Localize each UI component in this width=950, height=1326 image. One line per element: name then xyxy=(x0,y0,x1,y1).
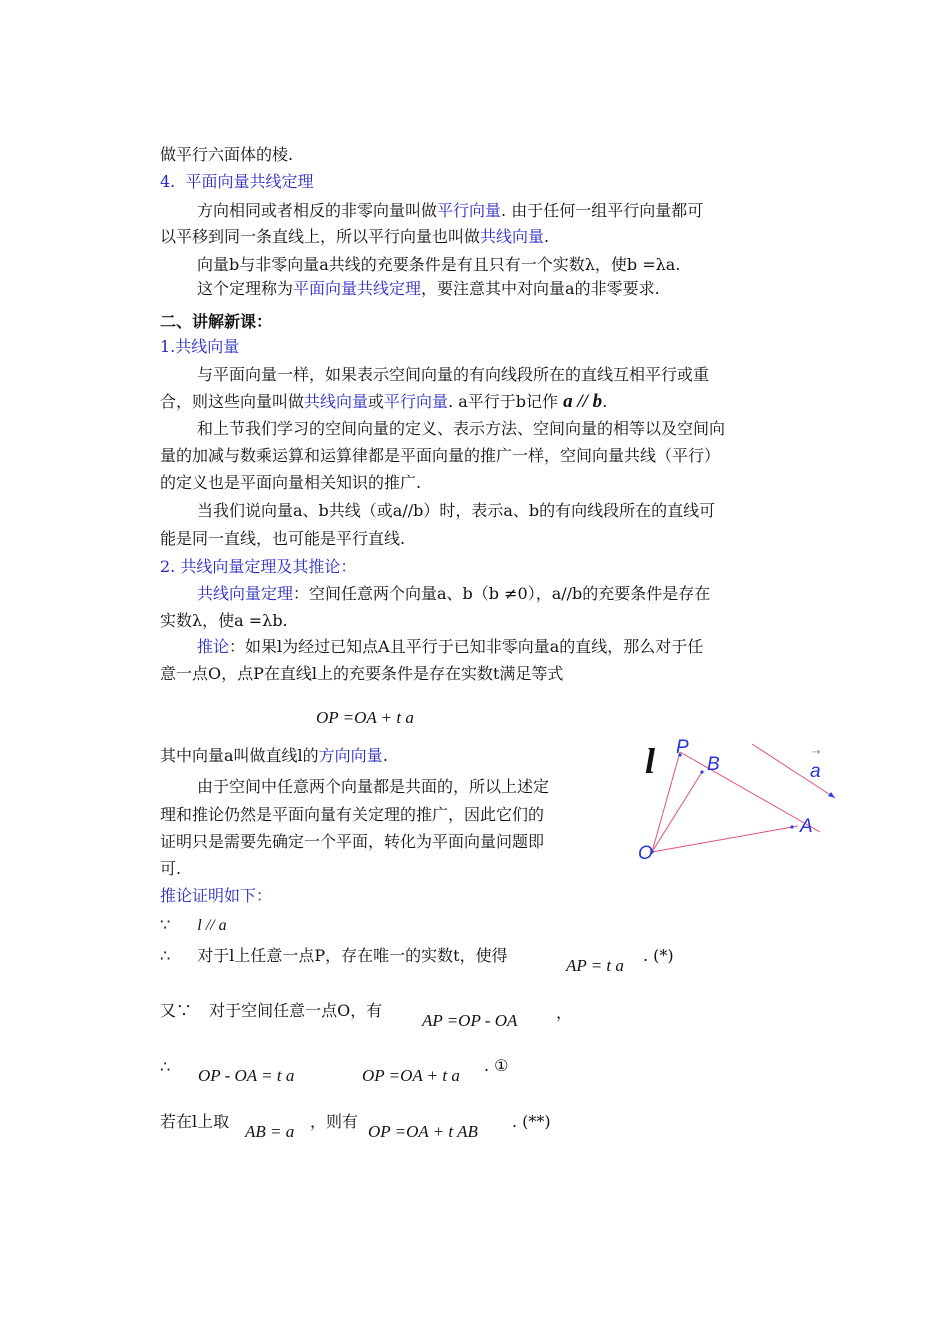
paragraph-line xyxy=(197,637,703,657)
text-span: 对于空间任意一点O，有 xyxy=(209,1001,383,1020)
text-span: . 由于任何一组平行向量都可 xyxy=(501,201,704,220)
because-symbol: ∵ xyxy=(160,915,171,934)
term-collinear-vector: 共线向量 xyxy=(480,227,545,246)
text-span: . xyxy=(602,392,608,411)
proof-line xyxy=(160,915,227,936)
line-l xyxy=(680,752,820,832)
math-notation: a // b xyxy=(563,391,603,412)
text-line: 做平行六面体的棱. xyxy=(160,145,294,164)
point-B xyxy=(700,770,703,773)
paragraph-line: 证明只是需要先确定一个平面，转化为平面向量问题即 xyxy=(160,832,545,851)
equation-4a: OP - OA = t a xyxy=(198,1066,295,1085)
text-span: . xyxy=(544,227,550,246)
paragraph-line: 能是同一直线，也可能是平行直线. xyxy=(160,529,406,548)
section-heading-2: 2. 共线向量定理及其推论： xyxy=(160,557,357,576)
equation-5a: AB = a xyxy=(245,1122,295,1141)
vector-diagram xyxy=(630,735,840,870)
equation-1: OP =OA + t a xyxy=(316,708,414,727)
vector-arrow-icon: → xyxy=(812,747,821,758)
math-notation: l // a xyxy=(197,917,227,934)
proof-tag: . (*) xyxy=(643,946,674,965)
paragraph-line: 的定义也是平面向量相关知识的推广. xyxy=(160,473,422,492)
label-a: a xyxy=(810,761,821,782)
vector-OA xyxy=(652,826,798,852)
point-A xyxy=(790,825,793,828)
text-span: 合，则这些向量叫做 xyxy=(160,392,305,411)
text-span: . xyxy=(382,746,388,765)
vector-OB xyxy=(652,772,702,852)
paragraph-line: 量的加减与数乘运算和运算律都是平面向量的推广一样，空间向量共线（平行） xyxy=(160,446,721,465)
proof-heading: 推论证明如下： xyxy=(160,886,273,905)
paragraph-line: 与平面向量一样，如果表示空间向量的有向线段所在的直线互相平行或重 xyxy=(197,365,710,384)
term-parallel-vector: 平行向量 xyxy=(384,392,449,411)
paragraph-line: 向量b与非零向量a共线的充要条件是有且只有一个实数λ，使b =λa. xyxy=(197,255,681,274)
heading-title: 平面向量共线定理 xyxy=(185,172,314,191)
paragraph-line xyxy=(160,746,388,766)
text-span: 对于l上任意一点P，存在唯一的实数t，使得 xyxy=(197,946,508,965)
term-parallel-vector: 平行向量 xyxy=(437,201,502,220)
proof-line xyxy=(160,1001,382,1021)
text-span: . a平行于b记作 xyxy=(448,392,559,411)
paragraph-line xyxy=(197,201,703,221)
paragraph-line: 意一点O，点P在直线l上的充要条件是存在实数t满足等式 xyxy=(160,664,564,683)
term-corollary: 推论 xyxy=(197,637,230,656)
heading-title: 共线向量 xyxy=(175,337,240,356)
section-heading-1 xyxy=(160,337,239,357)
vector-OP xyxy=(652,752,680,852)
text-span: ，则有 xyxy=(310,1112,359,1131)
text-span: 以平移到同一条直线上，所以平行向量也叫做 xyxy=(160,227,481,246)
paragraph-line: 实数λ，使a =λb. xyxy=(160,611,288,630)
paragraph-line xyxy=(160,227,549,247)
paragraph-line xyxy=(197,279,660,299)
paragraph-line: 理和推论仍然是平面向量有关定理的推广，因此它们的 xyxy=(160,805,545,824)
section-heading-4 xyxy=(160,172,313,192)
text-span: 这个定理称为 xyxy=(197,279,294,298)
term-direction-vector: 方向向量 xyxy=(318,746,383,765)
label-O: O xyxy=(638,843,653,864)
label-l: l xyxy=(645,741,656,781)
label-B: B xyxy=(707,754,720,775)
vector-a-line xyxy=(752,744,835,798)
equation-mark: . ① xyxy=(484,1056,509,1075)
proof-line xyxy=(160,946,508,966)
punct: ， xyxy=(556,1003,573,1022)
text-span: 方向相同或者相反的非零向量叫做 xyxy=(197,201,438,220)
paragraph-line: 可. xyxy=(160,859,182,878)
term-theorem: 共线向量定理 xyxy=(197,584,294,603)
term-collinear-vector: 共线向量 xyxy=(304,392,369,411)
text-span: ，要注意其中对向量a的非零要求. xyxy=(421,279,660,298)
label-A: A xyxy=(800,816,813,837)
text-span: 其中向量a叫做直线l的 xyxy=(160,746,319,765)
text-span: ：如果l为经过已知点A且平行于已知非零向量a的直线，那么对于任 xyxy=(229,637,704,656)
text-span: ：空间任意两个向量a、b（b ≠0），a//b的充要条件是存在 xyxy=(293,584,711,603)
text-span: 又∵ xyxy=(160,1001,193,1020)
heading-number: 1. xyxy=(160,337,176,356)
proof-line: 若在l上取 xyxy=(160,1112,230,1131)
paragraph-line xyxy=(160,392,607,412)
therefore-symbol: ∴ xyxy=(160,946,171,965)
proof-tag: . (**) xyxy=(512,1112,551,1131)
paragraph-line xyxy=(197,584,710,604)
label-P: P xyxy=(676,737,689,758)
arrow-head-icon xyxy=(828,792,835,798)
equation-4b: OP =OA + t a xyxy=(362,1066,460,1085)
paragraph-line: 由于空间中任意两个向量都是共面的，所以上述定 xyxy=(197,777,550,796)
paragraph-line: 和上节我们学习的空间向量的定义、表示方法、空间向量的相等以及空间向 xyxy=(197,419,726,438)
paragraph-line: 当我们说向量a、b共线（或a//b）时，表示a、b的有向线段所在的直线可 xyxy=(197,501,716,520)
equation-2: AP = t a xyxy=(566,956,624,975)
heading-number: 4. xyxy=(160,172,176,191)
section-heading-main: 二、讲解新课： xyxy=(160,312,273,331)
term-theorem: 平面向量共线定理 xyxy=(293,279,422,298)
text-span: 或 xyxy=(368,392,385,411)
therefore-symbol: ∴ xyxy=(160,1057,171,1076)
equation-3: AP =OP - OA xyxy=(422,1011,518,1030)
equation-5b: OP =OA + t AB xyxy=(368,1122,478,1141)
